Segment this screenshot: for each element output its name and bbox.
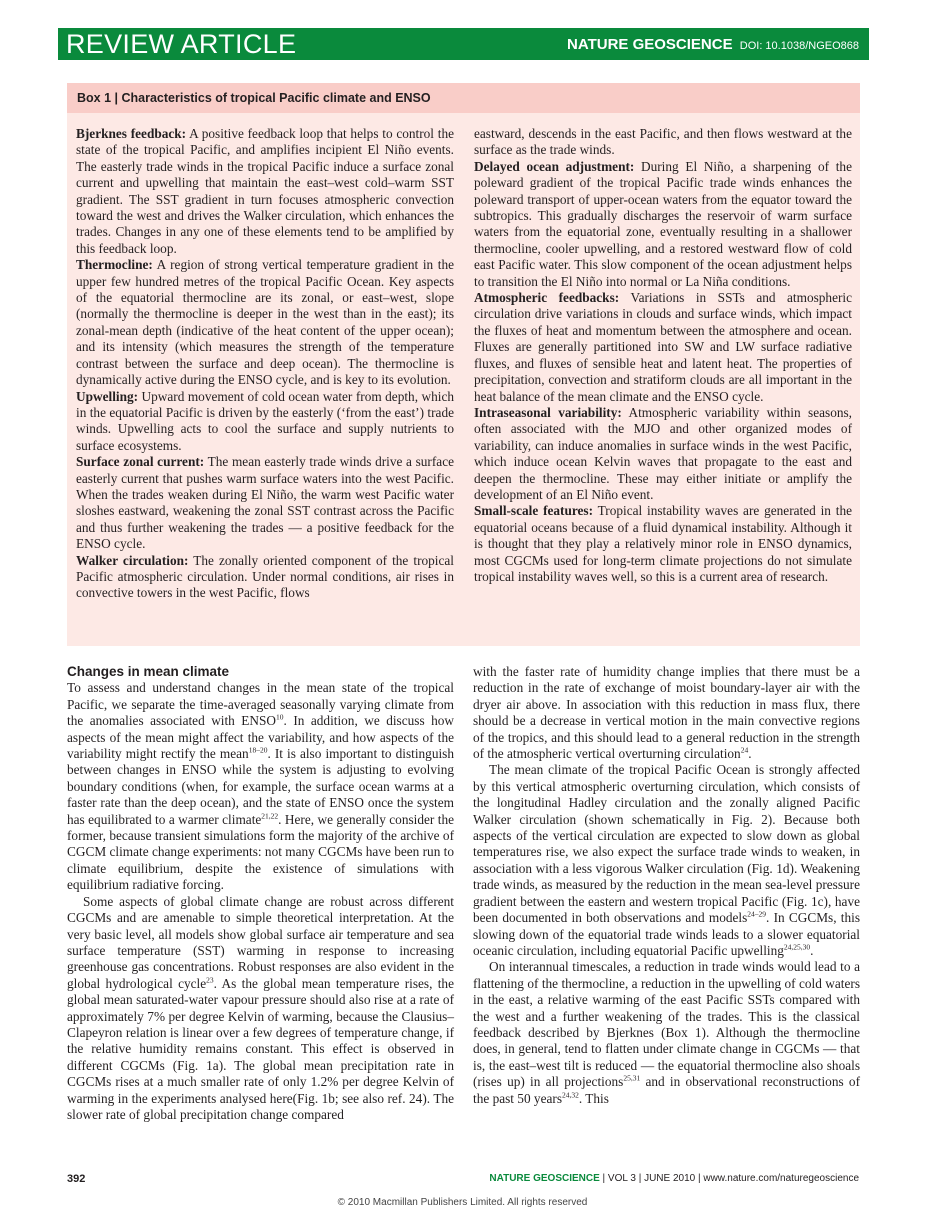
box-entry: Upwelling: Upward movement of cold ocean water from depth, which in the equatorial Pacific is driven by the easterly (‘from the east’) trade winds. Upwelling acts to cool the surface and supply nutrients to surface ecosystems. <box>76 388 454 453</box>
citation[interactable]: 24,25,30 <box>783 942 811 952</box>
box-title-bar <box>67 83 860 113</box>
citation[interactable]: 23 <box>206 975 214 985</box>
journal-name: NATURE GEOSCIENCE <box>567 36 733 53</box>
box-entry: Delayed ocean adjustment: During El Niño, a sharpening of the poleward gradient of the tropical Pacific trade winds enhances the poleward transport of upper-ocean waters from the equator toward the subtropics. This gradually discharges the reservoir of warm surface waters from the equatorial zone, eventually resulting in a shallower thermocline, cooler upwelling, and a restored westward flow of cold east Pacific water. This slow component of the ocean adjustment helps to transition the El Niño into normal or La Niña conditions. <box>474 158 852 289</box>
paragraph: The mean climate of the tropical Pacific Ocean is strongly affected by this vertical atmospheric overturning circulation, which consists of the longitudinal Hadley circulation and the zonally aligned Pacific Walker circulation (shown schematically in Fig. 2). Because both aspects of the vertical circulation are expected to slow down as global temperatures rise, we also expect the surface trade winds to weaken, in association with a less vigorous Walker circulation (Fig. 1d). Weakening trade winds, as measured by the reduction in the mean sea-level pressure gradient between the eastern and western tropical Pacific (Fig. 1c), have been documented in both observations and models$^{24-29}$. In CGCMs, this slowing down of the equatorial trade winds leads to a slower equatorial oceanic circulation, including equatorial Pacific upwelling$^{24,25,30}$. <box>473 762 860 958</box>
section-label: REVIEW ARTICLE <box>66 29 297 59</box>
box-entry: eastward, descends in the east Pacific, and then flows westward at the surface as the trade winds. <box>474 126 852 158</box>
paragraph: To assess and understand changes in the mean state of the tropical Pacific, we separate the time-averaged seasonally varying climate from the anomalies associated with ENSO$^{10}$. In addition, we discuss how aspects of the mean might affect the variability, and how aspects of the variability might rectify the mean$^{18-20}$. It is also important to distinguish between changes in ENSO while the system is adjusting to evolving boundary conditions (when, for example, the surface ocean warms at a faster rate than the deep ocean), and the state of ENSO once the system has equilibrated to a warmer climate$^{21,22}$. Here, we generally consider the former, because transient simulations form the majority of the archive of CGCM climate change experiments: not many CGCMs have been run to climate equilibrium, despite the existence of simulations with equilibrium radiative forcing. <box>67 680 455 893</box>
citation[interactable]: 24,32 <box>562 1090 579 1100</box>
copyright: © 2010 Macmillan Publishers Limited. All rights reserved <box>337 1197 588 1208</box>
main-column-right <box>473 664 860 1107</box>
citation[interactable]: 18–20 <box>248 745 268 755</box>
doi-link[interactable]: DOI: 10.1038/NGEO868 <box>739 40 859 52</box>
paragraph: Some aspects of global climate change are robust across different CGCMs and are amenable to simple theoretical interpretation. At the very basic level, all models show global surface air temperature and sea surface temperature (SST) warming in response to increasing greenhouse gas concentrations. Robust responses are also evident in the global hydrological cycle$^{23}$. As the global mean temperature rises, the global mean saturated-water vapour pressure should also rise at a rate of approximately 7% per degree Kelvin of warming, because the Clausius–Clapeyron relation is linear over a few degrees of temperature change, if the relative humidity remains constant. This effect is observed in different CGCMs (Fig. 1a). The global mean precipitation rate in CGCMs rises at a much smaller rate of only 1.2% per degree Kelvin of warming in the experiments analysed here(Fig. 1b; see also ref. 24). The slower rate of global precipitation change compared <box>67 893 454 1122</box>
box-entry: Bjerknes feedback: A positive feedback loop that helps to control the state of the tropical Pacific, and amplifies incipient El Niño events. The easterly trade winds in the tropical Pacific induce a surface zonal current and upwelling that maintain the east–west cold–warm SST gradient. The SST gradient in turn focuses atmospheric convection toward the west and drives the Walker circulation, which enhances the trades. Changes in any one of these elements tend to be amplified by this feedback loop. <box>76 126 454 256</box>
paragraph: with the faster rate of humidity change implies that there must be a reduction in the rate of exchange of moist boundary-layer air with the dryer air above. In association with this reduction in mass flux, there should be a decrease in vertical motion in the main convective regions of the tropics, and this should lead to a general reduction in the strength of the atmospheric vertical overturning circulation$^{24}$. <box>473 664 860 762</box>
box-entry: Walker circulation: The zonally oriented component of the tropical Pacific atmospheric circulation. Under normal conditions, air rises in convective towers in the west Pacific, flows <box>76 552 454 601</box>
box-entry: Small-scale features: Tropical instability waves are generated in the equatorial oceans because of a fluid dynamical instability. Although it is thought that they play a relatively minor role in ENSO dynamics, most CGCMs used for long-term climate projections do not simulate tropical instability waves well, so this is a current area of research. <box>474 503 852 584</box>
section-heading: Changes in mean climate <box>67 664 230 679</box>
paragraph: On interannual timescales, a reduction in trade winds would lead to a flattening of the thermocline, a reduction in the upwelling of cold waters in the east, a relative warming of the east Pacific SSTs compared with the west and a further weakening of the trades. This is the classical feedback described by Bjerknes (Box 1). Although the thermocline does, in general, tend to flatten under climate change in CGCMs — that is, the east–west tilt is reduced — the equatorial thermocline also shoals (rises up) in all projections$^{25,31}$ and in observational reconstructions of the past 50 years$^{24,32}$. This <box>473 959 861 1106</box>
journal-doi <box>567 36 859 53</box>
box-entry: Atmospheric feedbacks: Variations in SSTs and atmospheric circulation drive variations in clouds and surface winds, which impact the fluxes of heat and momentum between the atmosphere and ocean. Fluxes are generally partitioned into SW and LW surface radiative fluxes, and fluxes of sensible heat and latent heat. The properties of precipitation, convection and stratiform clouds are all important in the heat balance of the mean climate and the ENSO cycle. <box>474 290 853 404</box>
box-entry: Intraseasonal variability: Atmospheric variability within seasons, often associated with the MJO and other organized modes of variability, can induce anomalies in surface winds in the west Pacific, which induce ocean Kelvin waves that propagate to the east and deepen the thermocline. These may either initiate or amplify the development of an El Niño event. <box>474 404 852 502</box>
citation[interactable]: 25,31 <box>623 1073 641 1083</box>
citation[interactable]: 10 <box>276 712 284 722</box>
box-entry: Surface zonal current: The mean easterly trade winds drive a surface easterly current that pushes warm surface waters into the west Pacific. When the trades weaken during El Niño, the warm west Pacific water sloshes eastward, weakening the zonal SST contrast across the Pacific and thus further weakening the trades — a positive feedback for the ENSO cycle. <box>76 454 454 552</box>
page-number: 392 <box>67 1173 86 1185</box>
citation[interactable]: 24 <box>740 745 749 755</box>
footer-info <box>489 1173 859 1184</box>
box-column-right <box>474 126 852 585</box>
article-header <box>58 28 869 60</box>
citation[interactable]: 24–29 <box>747 909 767 919</box>
box-column-left <box>76 126 454 602</box>
box-title: Box 1 | Characteristics of tropical Pacific climate and ENSO <box>77 91 431 105</box>
footer-details: | VOL 3 | JUNE 2010 | www.nature.com/naturegeoscience <box>599 1173 859 1184</box>
main-column-left <box>67 664 454 1123</box>
box-entry: Thermocline: A region of strong vertical temperature gradient in the upper few hundred metres of the tropical Pacific Ocean. Key aspects of the equatorial thermocline are its zonal, or east–west, slope (normally the thermocline is deeper in the west than in the east); its zonal-mean depth (indicative of the heat content of the upper ocean); and its intensity (which measures the strength of the temperature contrast between the surface and deep ocean). The thermocline is dynamically active during the ENSO cycle, and is key to its evolution. <box>76 257 454 388</box>
citation[interactable]: 21,22 <box>261 811 279 821</box>
footer-journal: NATURE GEOSCIENCE <box>489 1173 600 1184</box>
